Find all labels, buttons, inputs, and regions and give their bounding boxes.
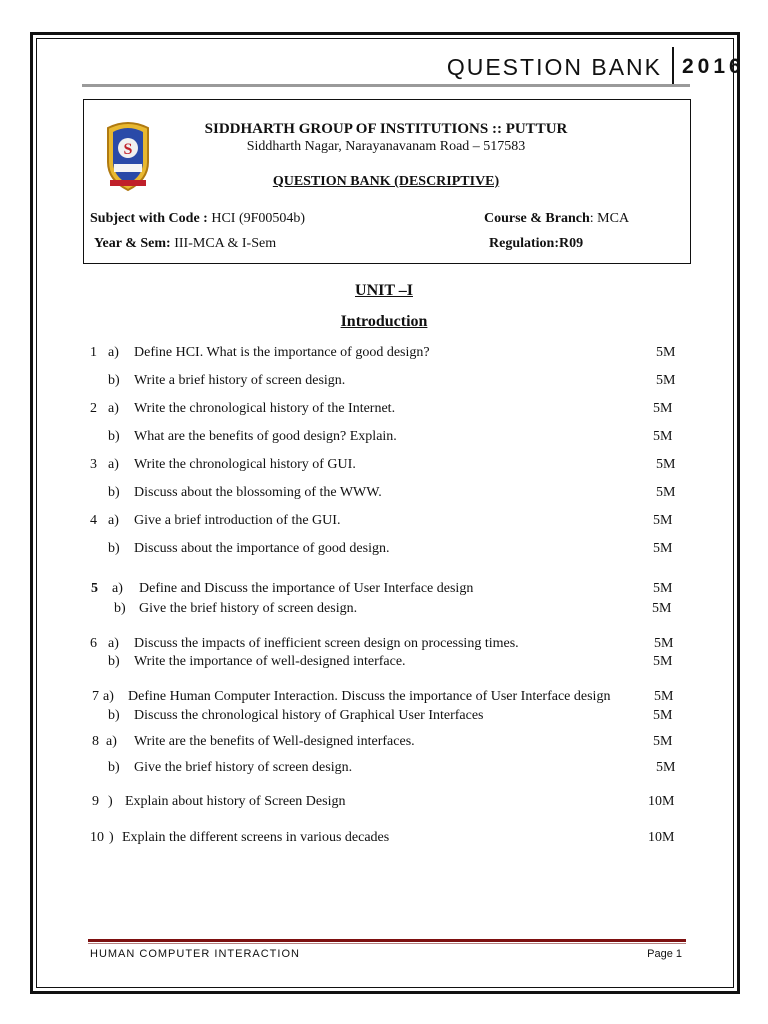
- question-text: Discuss the chronological history of Graphical User Interfaces: [134, 708, 484, 723]
- question-marks: 5M: [656, 345, 676, 360]
- regulation-value: R09: [559, 236, 584, 251]
- question-marks: 5M: [653, 513, 673, 528]
- header-rule: [82, 84, 690, 87]
- question-text: Explain about history of Screen Design: [125, 794, 346, 809]
- year-value: III-MCA & I-Sem: [170, 236, 277, 251]
- question-text: Give the brief history of screen design.: [134, 760, 353, 775]
- subject-label: Subject with Code :: [90, 211, 208, 226]
- question-part: b): [108, 373, 120, 388]
- question-marks: 5M: [653, 734, 673, 749]
- question-part: b): [108, 760, 120, 775]
- institution-logo-icon: [104, 118, 152, 192]
- header-title: QUESTION BANK: [446, 53, 662, 80]
- question-text: Discuss about the importance of good design.: [134, 541, 390, 556]
- subject-value: HCI (9F00504b): [207, 211, 306, 226]
- question-marks: 5M: [653, 708, 673, 723]
- footer-rule: [88, 939, 686, 942]
- question-part: a): [103, 689, 114, 704]
- page-header: [446, 48, 745, 86]
- question-number: 7: [92, 689, 99, 704]
- question-text: What are the benefits of good design? Explain.: [134, 429, 397, 444]
- question-marks: 5M: [656, 760, 676, 775]
- question-number: 6: [90, 636, 97, 651]
- question-part: a): [112, 581, 123, 596]
- question-marks: 5M: [653, 541, 673, 556]
- question-text: Define HCI. What is the importance of good design?: [134, 345, 430, 360]
- question-number: 9: [92, 794, 99, 809]
- question-marks: 10M: [648, 794, 675, 809]
- question-text: Write a brief history of screen design.: [134, 373, 346, 388]
- question-number: 2: [90, 401, 97, 416]
- question-number: 10: [90, 830, 104, 845]
- question-text: Explain the different screens in various decades: [122, 830, 390, 845]
- question-text: Discuss the impacts of inefficient screen design on processing times.: [134, 636, 519, 651]
- question-part: a): [108, 513, 119, 528]
- question-text: Define Human Computer Interaction. Discuss the importance of User Interface design: [128, 689, 611, 704]
- question-marks: 10M: [648, 830, 675, 845]
- course-value: : MCA: [589, 211, 630, 226]
- question-marks: 5M: [656, 485, 676, 500]
- question-text: Write are the benefits of Well-designed interfaces.: [134, 734, 415, 749]
- question-marks: 5M: [654, 689, 674, 704]
- question-text: Write the chronological history of the Internet.: [134, 401, 396, 416]
- footer-page-number: Page 1: [647, 948, 682, 960]
- question-text: Define and Discuss the importance of User Interface design: [139, 581, 474, 596]
- question-part: b): [108, 541, 120, 556]
- question-marks: 5M: [656, 457, 676, 472]
- question-number: 1: [90, 345, 97, 360]
- question-marks: 5M: [653, 581, 673, 596]
- question-part: b): [114, 601, 126, 616]
- question-marks: 5M: [653, 429, 673, 444]
- question-part: b): [108, 708, 120, 723]
- footer-rule-thin: [88, 943, 686, 944]
- institution-address: Siddharth Nagar, Narayanavanam Road – 517583: [246, 139, 526, 154]
- regulation-label: Regulation:: [489, 236, 559, 251]
- question-marks: 5M: [653, 401, 673, 416]
- question-text: Write the chronological history of GUI.: [134, 457, 356, 472]
- question-marks: 5M: [652, 601, 672, 616]
- question-part: ): [108, 794, 113, 809]
- regulation-info: [489, 236, 583, 252]
- question-text: Give a brief introduction of the GUI.: [134, 513, 341, 528]
- question-part: a): [108, 636, 119, 651]
- question-part: b): [108, 429, 120, 444]
- question-text: Write the importance of well-designed interface.: [134, 654, 406, 669]
- subject-info: [90, 211, 305, 227]
- year-label: Year & Sem:: [94, 236, 171, 251]
- question-part: a): [108, 345, 119, 360]
- question-marks: 5M: [653, 654, 673, 669]
- question-number: 4: [90, 513, 97, 528]
- question-text: Discuss about the blossoming of the WWW.: [134, 485, 382, 500]
- question-number: 8: [92, 734, 99, 749]
- question-part: a): [108, 457, 119, 472]
- svg-text:S: S: [123, 141, 133, 158]
- question-part: a): [108, 401, 119, 416]
- year-info: [94, 236, 276, 252]
- course-info: [484, 211, 629, 227]
- question-marks: 5M: [654, 636, 674, 651]
- unit-subtitle: Introduction: [340, 313, 428, 330]
- header-year: 2016: [682, 55, 745, 78]
- institution-name: SIDDHARTH GROUP OF INSTITUTIONS :: PUTTUR: [204, 121, 568, 137]
- question-number: 5: [91, 581, 98, 596]
- question-marks: 5M: [656, 373, 676, 388]
- unit-title: UNIT –I: [355, 282, 413, 299]
- course-label: Course & Branch: [484, 211, 590, 226]
- question-part: b): [108, 654, 120, 669]
- question-part: a): [106, 734, 117, 749]
- question-part: b): [108, 485, 120, 500]
- question-number: 3: [90, 457, 97, 472]
- question-text: Give the brief history of screen design.: [139, 601, 358, 616]
- question-part: ): [109, 830, 114, 845]
- footer-subject: HUMAN COMPUTER INTERACTION: [90, 948, 300, 960]
- document-type: QUESTION BANK (DESCRIPTIVE): [272, 174, 500, 189]
